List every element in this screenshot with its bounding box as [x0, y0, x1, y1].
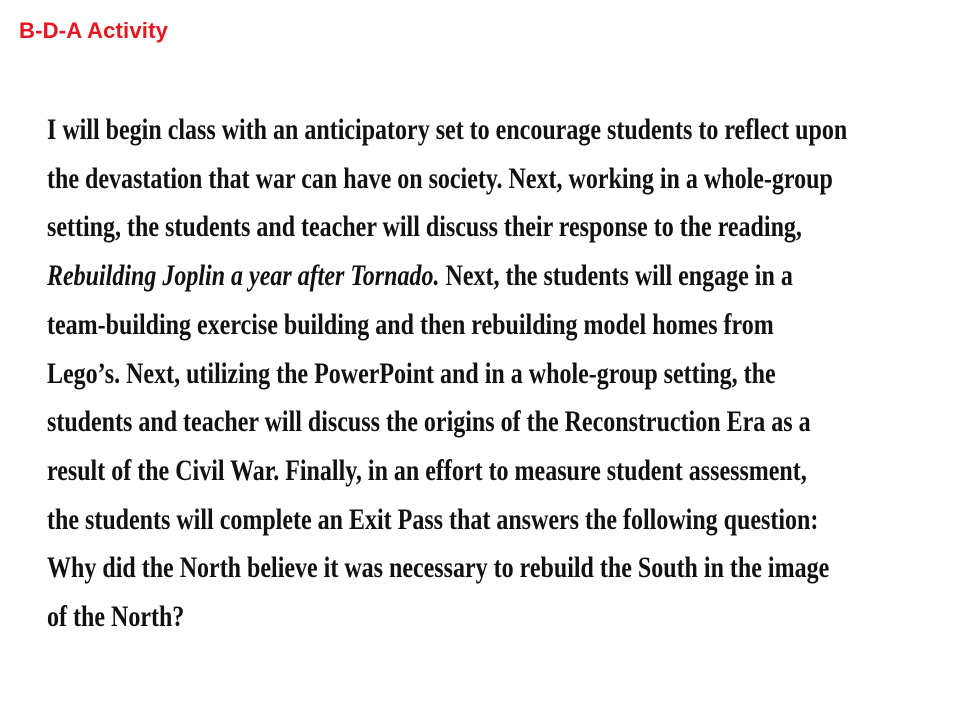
activity-description	[47, 106, 848, 642]
text-line: students and teacher will discuss the origins of the Reconstruction Era as a	[47, 405, 811, 439]
text-line: of the North?	[47, 600, 185, 634]
text-line: result of the Civil War. Finally, in an effort to measure student assessment,	[47, 453, 807, 487]
text-line: team-building exercise building and then rebuilding model homes from	[47, 307, 774, 341]
text-line	[47, 252, 793, 301]
text-line: I will begin class with an anticipatory set to encourage students to reflect upon	[47, 113, 848, 146]
reading-title: Rebuilding Joplin a year after Tornado.	[47, 259, 440, 293]
text-line: setting, the students and teacher will discuss their response to the reading,	[47, 210, 802, 244]
text-line: Lego’s. Next, utilizing the PowerPoint and in a whole-group setting, the	[47, 356, 776, 390]
text-line: the devastation that war can have on society. Next, working in a whole-group	[47, 161, 833, 195]
slide-title: B-D-A Activity	[19, 18, 169, 43]
text-line: Why did the North believe it was necessary to rebuild the South in the image	[47, 551, 830, 585]
text-line: the students will complete an Exit Pass that answers the following question:	[47, 502, 819, 536]
text-line-rest: Next, the students will engage in a	[439, 259, 793, 293]
